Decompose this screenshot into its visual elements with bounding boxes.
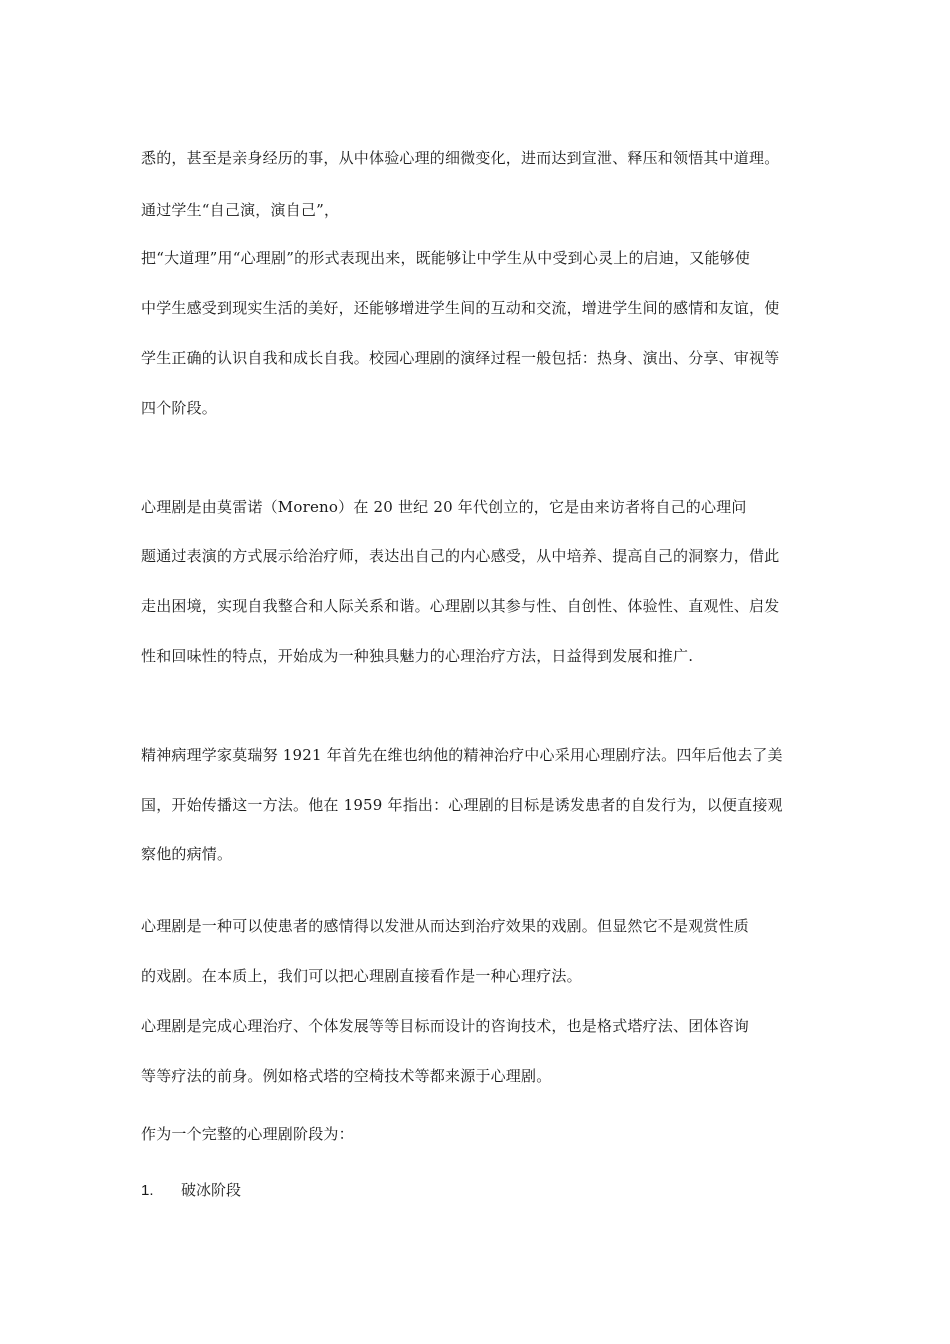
text-line: 的戏剧。在本质上，我们可以把心理剧直接看作是一种心理疗法。 <box>141 967 582 985</box>
text-line: 把“大道理”用“心理剧”的形式表现出来，既能够让中学生从中受到心灵上的启迪，又能够使 <box>141 249 751 267</box>
text-line: 中学生感受到现实生活的美好，还能够增进学生间的互动和交流，增进学生间的感情和友谊，使 <box>141 299 780 317</box>
text-line: 走出困境，实现自我整合和人际关系和谐。心理剧以其参与性、自创性、体验性、直观性、启发 <box>141 597 780 615</box>
text-line: 心理剧是完成心理治疗、个体发展等等目标而设计的咨询技术，也是格式塔疗法、团体咨询 <box>141 1017 750 1035</box>
text-line: 察他的病情。 <box>141 845 233 863</box>
list-item <box>141 1180 821 1201</box>
text-line: 心理剧是一种可以使患者的感情得以发泄从而达到治疗效果的戏剧。但显然它不是观赏性质 <box>141 917 750 935</box>
text-line: 心理剧是由莫雷诺（Moreno）在 20 世纪 20 年代创立的，它是由来访者将自己的心理问 <box>141 498 747 516</box>
text-line: 题通过表演的方式展示给治疗师，表达出自己的内心感受，从中培养、提高自己的洞察力，借此 <box>141 547 780 565</box>
list-number: 1. <box>141 1182 154 1199</box>
list-item-text: 破冰阶段 <box>181 1181 242 1199</box>
text-line: 悉的，甚至是亲身经历的事，从中体验心理的细微变化，进而达到宣泄、释压和领悟其中道理。 <box>141 149 780 167</box>
text-line: 等等疗法的前身。例如格式塔的空椅技术等都来源于心理剧。 <box>141 1067 552 1085</box>
text-line: 性和回味性的特点，开始成为一种独具魅力的心理治疗方法，日益得到发展和推广. <box>141 647 694 665</box>
text-line: 精神病理学家莫瑞努 1921 年首先在维也纳他的精神治疗中心采用心理剧疗法。四年后他去了美 <box>141 746 783 764</box>
text-line: 国，开始传播这一方法。他在 1959 年指出：心理剧的目标是诱发患者的自发行为，以便直接观 <box>141 796 783 814</box>
text-line: 通过学生“自己演，演自己”， <box>141 201 340 219</box>
text-line: 作为一个完整的心理剧阶段为： <box>141 1125 354 1143</box>
text-line: 四个阶段。 <box>141 399 218 417</box>
text-line: 学生正确的认识自我和成长自我。校园心理剧的演绎过程一般包括：热身、演出、分享、审视等 <box>141 349 780 367</box>
